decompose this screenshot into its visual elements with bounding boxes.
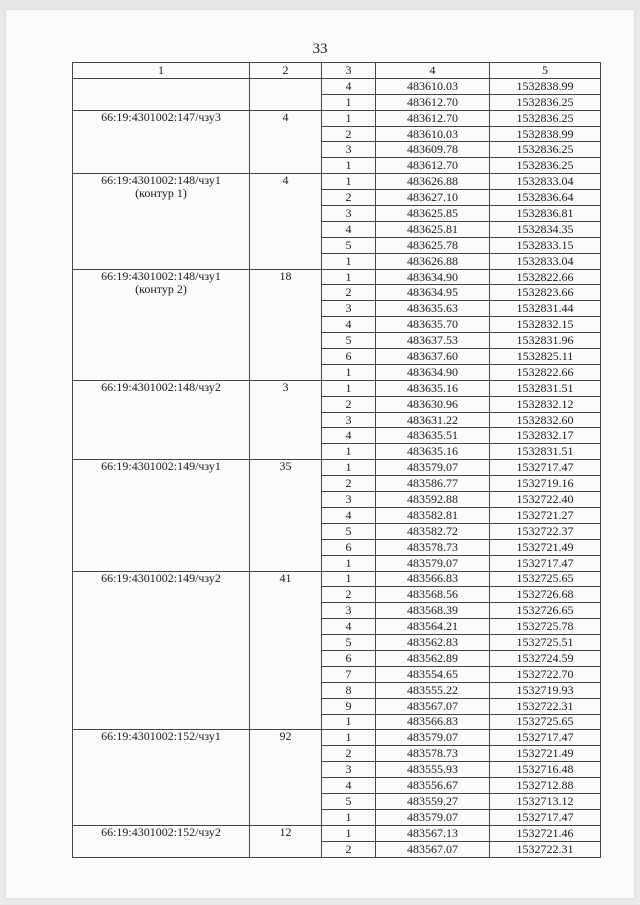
point-number-cell: 1 (322, 460, 376, 476)
x-coordinate-cell: 483579.07 (376, 460, 490, 476)
point-number-cell: 5 (322, 523, 376, 539)
point-number-cell: 4 (322, 428, 376, 444)
y-coordinate-cell: 1532831.44 (490, 301, 601, 317)
table-row (73, 174, 601, 190)
y-coordinate-cell: 1532836.81 (490, 206, 601, 222)
point-number-cell: 4 (322, 619, 376, 635)
contour-label: (контур 2) (135, 281, 187, 296)
x-coordinate-cell: 483609.78 (376, 142, 490, 158)
y-coordinate-cell: 1532832.17 (490, 428, 601, 444)
count-cell: 18 (250, 269, 322, 380)
y-coordinate-cell: 1532725.78 (490, 619, 601, 635)
point-number-cell: 3 (322, 206, 376, 222)
point-number-cell: 9 (322, 698, 376, 714)
point-number-cell: 1 (322, 110, 376, 126)
x-coordinate-cell: 483555.93 (376, 762, 490, 778)
y-coordinate-cell: 1532725.65 (490, 571, 601, 587)
y-coordinate-cell: 1532712.88 (490, 778, 601, 794)
table-row (73, 825, 601, 841)
point-number-cell: 2 (322, 396, 376, 412)
x-coordinate-cell: 483568.39 (376, 603, 490, 619)
y-coordinate-cell: 1532721.46 (490, 825, 601, 841)
x-coordinate-cell: 483562.89 (376, 650, 490, 666)
point-number-cell: 1 (322, 94, 376, 110)
y-coordinate-cell: 1532836.25 (490, 110, 601, 126)
contour-label: (контур 1) (135, 186, 187, 201)
point-number-cell: 5 (322, 333, 376, 349)
land-plot-number: 66:19:4301002:149/чзу2 (101, 571, 221, 585)
x-coordinate-cell: 483625.78 (376, 237, 490, 253)
land-plot-number: 66:19:4301002:148/чзу1 (101, 173, 221, 188)
x-coordinate-cell: 483635.70 (376, 317, 490, 333)
point-number-cell: 4 (322, 221, 376, 237)
y-coordinate-cell: 1532831.51 (490, 444, 601, 460)
y-coordinate-cell: 1532836.25 (490, 94, 601, 110)
x-coordinate-cell: 483567.13 (376, 825, 490, 841)
table-row (73, 571, 601, 587)
point-number-cell: 6 (322, 349, 376, 365)
y-coordinate-cell: 1532713.12 (490, 793, 601, 809)
table-row (73, 110, 601, 126)
x-coordinate-cell: 483556.67 (376, 778, 490, 794)
count-cell: 4 (250, 110, 322, 174)
point-number-cell: 2 (322, 746, 376, 762)
point-number-cell: 2 (322, 587, 376, 603)
land-plot-cell (73, 730, 250, 825)
x-coordinate-cell: 483637.60 (376, 349, 490, 365)
land-plot-cell (73, 110, 250, 174)
point-number-cell: 6 (322, 650, 376, 666)
table-row (73, 380, 601, 396)
x-coordinate-cell: 483555.22 (376, 682, 490, 698)
land-plot-cell (73, 460, 250, 571)
point-number-cell: 1 (322, 364, 376, 380)
point-number-cell: 6 (322, 539, 376, 555)
y-coordinate-cell: 1532725.65 (490, 714, 601, 730)
point-number-cell: 5 (322, 793, 376, 809)
x-coordinate-cell: 483630.96 (376, 396, 490, 412)
x-coordinate-cell: 483635.51 (376, 428, 490, 444)
y-coordinate-cell: 1532725.51 (490, 635, 601, 651)
land-plot-cell (73, 269, 250, 380)
x-coordinate-cell: 483554.65 (376, 666, 490, 682)
x-coordinate-cell: 483559.27 (376, 793, 490, 809)
point-number-cell: 1 (322, 571, 376, 587)
y-coordinate-cell: 1532832.12 (490, 396, 601, 412)
x-coordinate-cell: 483635.16 (376, 444, 490, 460)
x-coordinate-cell: 483637.53 (376, 333, 490, 349)
x-coordinate-cell: 483635.63 (376, 301, 490, 317)
x-coordinate-cell: 483610.03 (376, 78, 490, 94)
y-coordinate-cell: 1532825.11 (490, 349, 601, 365)
y-coordinate-cell: 1532716.48 (490, 762, 601, 778)
x-coordinate-cell: 483627.10 (376, 190, 490, 206)
y-coordinate-cell: 1532832.60 (490, 412, 601, 428)
x-coordinate-cell: 483592.88 (376, 492, 490, 508)
x-coordinate-cell: 483582.81 (376, 507, 490, 523)
x-coordinate-cell: 483567.07 (376, 698, 490, 714)
x-coordinate-cell: 483634.90 (376, 364, 490, 380)
land-plot-cell (73, 380, 250, 459)
x-coordinate-cell: 483635.16 (376, 380, 490, 396)
x-coordinate-cell: 483625.81 (376, 221, 490, 237)
point-number-cell: 1 (322, 444, 376, 460)
y-coordinate-cell: 1532722.40 (490, 492, 601, 508)
point-number-cell: 5 (322, 237, 376, 253)
x-coordinate-cell: 483579.07 (376, 809, 490, 825)
header-col-3: 3 (322, 63, 376, 79)
y-coordinate-cell: 1532717.47 (490, 730, 601, 746)
point-number-cell: 1 (322, 714, 376, 730)
y-coordinate-cell: 1532726.65 (490, 603, 601, 619)
y-coordinate-cell: 1532833.04 (490, 253, 601, 269)
point-number-cell: 3 (322, 492, 376, 508)
y-coordinate-cell: 1532823.66 (490, 285, 601, 301)
y-coordinate-cell: 1532833.04 (490, 174, 601, 190)
y-coordinate-cell: 1532834.35 (490, 221, 601, 237)
point-number-cell: 4 (322, 778, 376, 794)
point-number-cell: 1 (322, 380, 376, 396)
y-coordinate-cell: 1532833.15 (490, 237, 601, 253)
header-col-5: 5 (490, 63, 601, 79)
point-number-cell: 5 (322, 635, 376, 651)
y-coordinate-cell: 1532722.31 (490, 841, 601, 857)
y-coordinate-cell: 1532831.51 (490, 380, 601, 396)
y-coordinate-cell: 1532836.64 (490, 190, 601, 206)
count-cell: 4 (250, 174, 322, 269)
x-coordinate-cell: 483566.83 (376, 714, 490, 730)
point-number-cell: 2 (322, 841, 376, 857)
point-number-cell: 1 (322, 158, 376, 174)
x-coordinate-cell: 483634.90 (376, 269, 490, 285)
coordinates-table (72, 62, 601, 858)
y-coordinate-cell: 1532717.47 (490, 809, 601, 825)
header-col-1: 1 (73, 63, 250, 79)
x-coordinate-cell: 483634.95 (376, 285, 490, 301)
count-cell: 3 (250, 380, 322, 459)
y-coordinate-cell: 1532836.25 (490, 142, 601, 158)
count-cell: 12 (250, 825, 322, 857)
point-number-cell: 1 (322, 269, 376, 285)
point-number-cell: 1 (322, 174, 376, 190)
y-coordinate-cell: 1532717.47 (490, 555, 601, 571)
table-header-row (73, 63, 601, 79)
point-number-cell: 3 (322, 142, 376, 158)
y-coordinate-cell: 1532719.16 (490, 476, 601, 492)
point-number-cell: 2 (322, 190, 376, 206)
header-col-4: 4 (376, 63, 490, 79)
y-coordinate-cell: 1532721.49 (490, 539, 601, 555)
point-number-cell: 3 (322, 603, 376, 619)
land-plot-number: 66:19:4301002:148/чзу1 (101, 269, 221, 283)
table-row (73, 78, 601, 94)
count-cell: 92 (250, 730, 322, 825)
x-coordinate-cell: 483578.73 (376, 746, 490, 762)
x-coordinate-cell: 483586.77 (376, 476, 490, 492)
point-number-cell: 2 (322, 126, 376, 142)
y-coordinate-cell: 1532838.99 (490, 78, 601, 94)
y-coordinate-cell: 1532836.25 (490, 158, 601, 174)
x-coordinate-cell: 483578.73 (376, 539, 490, 555)
y-coordinate-cell: 1532726.68 (490, 587, 601, 603)
x-coordinate-cell: 483625.85 (376, 206, 490, 222)
y-coordinate-cell: 1532724.59 (490, 650, 601, 666)
point-number-cell: 4 (322, 78, 376, 94)
point-number-cell: 2 (322, 285, 376, 301)
y-coordinate-cell: 1532832.15 (490, 317, 601, 333)
point-number-cell: 1 (322, 809, 376, 825)
x-coordinate-cell: 483568.56 (376, 587, 490, 603)
x-coordinate-cell: 483579.07 (376, 730, 490, 746)
y-coordinate-cell: 1532719.93 (490, 682, 601, 698)
y-coordinate-cell: 1532721.49 (490, 746, 601, 762)
x-coordinate-cell: 483567.07 (376, 841, 490, 857)
point-number-cell: 3 (322, 412, 376, 428)
y-coordinate-cell: 1532722.31 (490, 698, 601, 714)
land-plot-number: 66:19:4301002:152/чзу1 (101, 729, 221, 744)
header-col-2: 2 (250, 63, 322, 79)
land-plot-cell (73, 571, 250, 730)
point-number-cell: 7 (322, 666, 376, 682)
y-coordinate-cell: 1532722.37 (490, 523, 601, 539)
x-coordinate-cell: 483626.88 (376, 253, 490, 269)
count-cell: 41 (250, 571, 322, 730)
y-coordinate-cell: 1532721.27 (490, 507, 601, 523)
point-number-cell: 4 (322, 317, 376, 333)
y-coordinate-cell: 1532717.47 (490, 460, 601, 476)
page-number: 33 (312, 41, 328, 57)
x-coordinate-cell: 483626.88 (376, 174, 490, 190)
x-coordinate-cell: 483564.21 (376, 619, 490, 635)
point-number-cell: 1 (322, 825, 376, 841)
point-number-cell: 1 (322, 555, 376, 571)
table-row (73, 730, 601, 746)
point-number-cell: 1 (322, 730, 376, 746)
point-number-cell: 3 (322, 301, 376, 317)
x-coordinate-cell: 483612.70 (376, 110, 490, 126)
y-coordinate-cell: 1532722.70 (490, 666, 601, 682)
point-number-cell: 4 (322, 507, 376, 523)
land-plot-cell (73, 78, 250, 110)
x-coordinate-cell: 483612.70 (376, 158, 490, 174)
land-plot-number: 66:19:4301002:149/чзу1 (101, 459, 221, 474)
land-plot-number: 66:19:4301002:147/чзу3 (101, 110, 221, 124)
point-number-cell: 1 (322, 253, 376, 269)
table-row (73, 460, 601, 476)
table-row (73, 269, 601, 285)
land-plot-number: 66:19:4301002:152/чзу2 (101, 825, 221, 839)
y-coordinate-cell: 1532838.99 (490, 126, 601, 142)
x-coordinate-cell: 483610.03 (376, 126, 490, 142)
x-coordinate-cell: 483582.72 (376, 523, 490, 539)
point-number-cell: 3 (322, 762, 376, 778)
count-cell (250, 78, 322, 110)
x-coordinate-cell: 483612.70 (376, 94, 490, 110)
x-coordinate-cell: 483566.83 (376, 571, 490, 587)
x-coordinate-cell: 483562.83 (376, 635, 490, 651)
land-plot-number: 66:19:4301002:148/чзу2 (101, 380, 221, 394)
x-coordinate-cell: 483579.07 (376, 555, 490, 571)
y-coordinate-cell: 1532822.66 (490, 269, 601, 285)
count-cell: 35 (250, 460, 322, 571)
point-number-cell: 8 (322, 682, 376, 698)
x-coordinate-cell: 483631.22 (376, 412, 490, 428)
y-coordinate-cell: 1532822.66 (490, 364, 601, 380)
land-plot-cell (73, 174, 250, 269)
y-coordinate-cell: 1532831.96 (490, 333, 601, 349)
land-plot-cell (73, 825, 250, 857)
point-number-cell: 2 (322, 476, 376, 492)
